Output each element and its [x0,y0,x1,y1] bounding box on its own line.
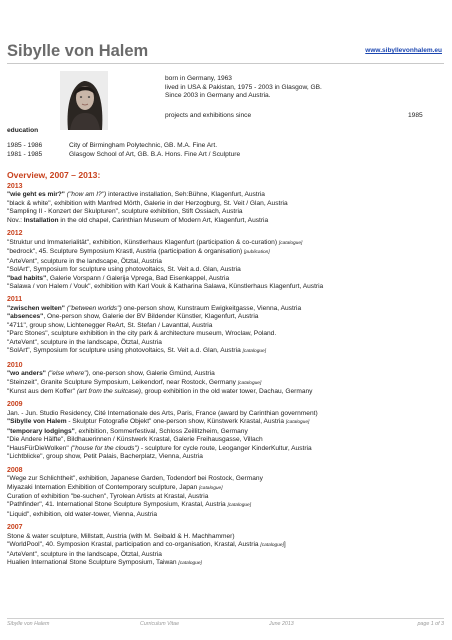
entry-text: , Galerie Vorspann / Galerija Vprega, Bad Eisenkappel, Austria [46,274,230,282]
year-heading: 2011 [7,296,23,304]
bio-line: Since 2003 in Germany and Austria. [165,92,271,100]
entry-text: "Sibylle von Halem [7,418,67,426]
entry-text: ("how am I?") [64,191,107,199]
exhibition-entry [7,475,447,483]
exhibition-entry [7,330,447,338]
exhibition-entry [7,484,447,493]
footer-date: June 2013 [269,621,294,627]
entry-text: "WorldPool", 40. Symposion Krastal, participation and co-organisation, Krastal, Austria [7,541,261,549]
year-heading: 2007 [7,524,23,532]
page-title: Sibylle von Halem [7,42,149,60]
entry-text: "Sampling II - Konzert der Skulpturen", sculpture exhibition, Stift Ossiach, Austria [7,208,243,216]
entry-text: Nov.: [7,216,24,224]
entry-text: "zwischen welten" [7,304,65,312]
entry-text: "bad habits" [7,274,47,282]
entry-text: "Liquid", exhibition, old water-tower, Vienna, Austria [7,510,158,518]
entry-text: "ArteVent", sculpture in the landscape, Ötztal, Austria [7,257,162,265]
entry-text: , one-person show, Galerie Gmünd, Austria [88,370,215,378]
entry-text: "Die Andere Hälfte", Bildhauerinnen / Künstwerk Krastal, Galerie Freihausgasse, Villach [7,436,263,444]
education-years: 1981 - 1985 [7,150,43,158]
entry-text: - Skulptur Fotografie Objekt" one-person show, Künstwerk Krastal, Austria [66,418,286,426]
entry-text: "absences" [7,313,44,321]
exhibition-entry [7,493,447,501]
exhibition-entry [7,533,447,541]
entry-text: "Pathfinder", 41. International Stone Sculpture Symposium, Krastal, Austria [7,501,228,509]
catalogue-tag: [catalogue] [278,240,303,246]
catalogue-tag: [catalogue] [260,543,284,549]
entry-text: "Steinzeit", Granite Sculpture Symposium, Leikendorf, near Rostock, Germany [7,378,238,386]
entry-text: "Kunst aus dem Koffer" [7,387,77,395]
entry-text: ] [283,541,286,549]
catalogue-tag: [catalogue] [285,420,310,426]
portrait-photo [60,71,108,130]
entry-text: "black & white", exhibition with Manfred Mörth, Galerie in der Herzogburg, St. Veit / Glan, Austria [7,199,288,207]
header-divider [7,63,444,64]
projects-year: 1985 [408,112,423,119]
entry-text: "SolArt", Symposium for sculpture using photovoltaics, St. Veit a.d. Glan, Austria [7,266,241,274]
exhibition-entry [7,305,447,313]
entry-text: "Struktur und Immaterialität", exhibition, Künstlerhaus Klagenfurt (participation & co-curation) [7,238,279,246]
entry-text: "wo anders" [7,370,46,378]
entry-text: "temporary lodgings" [7,427,75,435]
footer-page: page 1 of 3 [417,621,444,627]
exhibition-entry [7,501,447,510]
exhibition-entry [7,239,447,248]
entry-text: "wie geht es mir?" [7,191,65,199]
entry-text: "ArteVent", sculpture in the landscape, Ötztal, Austria [7,550,162,558]
entry-text: "ArteVent", sculpture in the landscape, Ötztal, Austria [7,338,162,346]
exhibition-entry [7,511,447,519]
education-years: 1985 - 1986 [7,142,43,149]
exhibition-entry [7,258,447,266]
exhibition-entry [7,418,447,427]
catalogue-tag: [catalogue] [199,485,223,491]
exhibition-entry [7,217,447,225]
exhibition-entry [7,347,447,356]
education-list [7,142,240,159]
exhibition-entry [7,248,447,257]
catalogue-tag: [catalogue] [178,561,202,567]
entry-text: "HausFürDieWolken" [7,444,71,452]
overview-heading: Overview, 2007 – 2013: [7,170,101,180]
bio-line: born in Germany, 1963 [165,75,232,82]
entry-text: Miyazaki Internation Exhibition of Contemporary sculpture, Japan [7,483,200,491]
entry-text: ("house for the clouds") [70,444,140,452]
catalogue-tag: [catalogue] [227,503,252,509]
exhibition-entry [7,191,447,199]
exhibition-entry [7,379,447,388]
exhibition-entry [7,559,447,568]
entry-text: (art from the suitcase) [76,387,141,395]
exhibition-entry [7,453,447,461]
exhibition-entry [7,370,447,378]
entry-text: "bedrock", 45. Sculpture Symposium Krastl, Austria (participation & organisation) [7,248,245,256]
year-heading: 2008 [7,466,23,474]
entry-text: ("else where") [45,370,89,378]
exhibition-entry [7,313,447,321]
exhibition-entry [7,322,447,330]
exhibition-entry [7,200,447,208]
entry-text: Hualien International Stone Sculpture Symposium, Taiwan [7,559,179,567]
education-row [7,151,240,160]
entry-text: , exhibition, Sommerfestival, Schloss Zeillitzheim, Germany [74,427,248,435]
entry-text: "Wege zur Schlichtheit", exhibition, Japanese Garden, Todendorf bei Rostock, Germany [7,475,263,483]
exhibition-entry [7,388,447,396]
exhibition-entry [7,410,447,418]
website-link[interactable]: www.sibyllevonhalem.eu [365,47,442,54]
entry-text: Jan. - Jun. Studio Residency, Cité Internationale des Arts, Paris, France (award by Carinthian government) [7,409,318,417]
entry-text: "Parc Stones", sculpture exhibition in the city park & architecture museum, Wroclaw, Poland. [7,330,277,338]
entry-text: "4711", group show, Lichtenegger ReArt, St. Stefan / Lavanttal, Austria [7,321,213,329]
catalogue-tag: [publication] [244,250,270,256]
year-heading: 2009 [7,401,23,409]
entry-text: Installation [23,216,59,224]
entry-text: - sculpture for cycle route, Leoganger KinderKultur, Austria [139,444,312,452]
year-heading: 2012 [7,230,23,238]
catalogue-tag: [catalogue] [242,349,267,355]
projects-label: projects and exhibitions since [165,112,252,119]
entry-text: in the old chapel, Carinthian Museum of Modern Art, Klagenfurt, Austria [58,216,269,224]
education-text: Glasgow School of Art, GB. B.A. Hons. Fine Art / Sculpture [69,150,241,158]
entry-text: "Salawa / von Halem / Vouk", exhibition with Karl Vouk & Katharina Salawa, Künstlerhaus Klagenfurt, Austria [7,282,324,290]
projects-since [165,112,445,119]
footer-doc: Curriculum Vitae [140,621,180,627]
overview-body [7,183,447,569]
bio-block [165,75,322,101]
entry-text: , group exhibition in the old water tower, Dachau, Germany [140,387,313,395]
exhibition-entry [7,445,447,453]
exhibition-entry [7,283,447,291]
entry-text: interactive installation, Seh:Bühne, Klagenfurt, Austria [106,191,265,199]
education-heading: education [7,127,39,134]
exhibition-entry [7,339,447,347]
entry-text: , One-person show, Galerie der BV Bildender Künstler, Klagenfurt, Austria [43,313,259,321]
footer-name: Sibylle von Halem [7,621,50,627]
catalogue-tag: [catalogue] [237,380,262,386]
entry-text: Curation of exhibition "be-suchen", Tyrolean Artists at Krastal, Austria [7,492,209,500]
exhibition-entry [7,551,447,559]
bio-line: lived in USA & Pakistan, 1975 - 2003 in Glasgow, GB. [165,83,322,91]
exhibition-entry [7,208,447,216]
entry-text: "Lichtblicke", group show, Petit Palais, Bacherplatz, Vienna, Austria [7,453,203,461]
page-footer [7,618,444,627]
entry-text: Stone & water sculpture, Millstatt, Austria (with M. Seibald & H. Machhammer) [7,532,235,540]
entry-text: one-person show, Kunstraum Ewigkeitgasse, Vienna, Austria [121,304,302,312]
exhibition-entry [7,541,447,550]
education-text: City of Birmingham Polytechnic, GB. M.A. Fine Art. [69,142,218,149]
exhibition-entry [7,436,447,444]
entry-text: "SolArt", Symposium for sculpture using photovoltaics, St. Veit a.d. Glan, Austria [7,347,243,355]
year-heading: 2010 [7,361,23,369]
exhibition-entry [7,275,447,283]
entry-text: ("between worlds") [64,304,122,312]
year-heading: 2013 [7,183,23,190]
exhibition-entry [7,266,447,274]
education-row [7,142,240,151]
exhibition-entry [7,428,447,436]
